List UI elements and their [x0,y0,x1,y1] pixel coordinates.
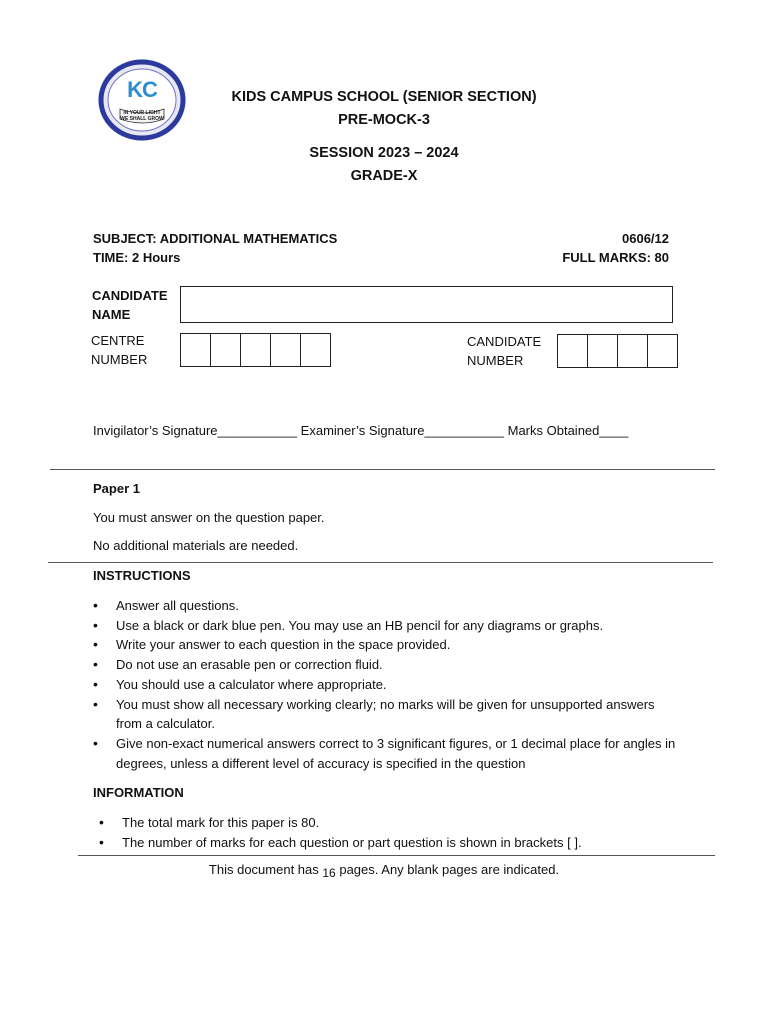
logo-motto-line1: IN YOUR LIGHT [123,110,161,116]
centre-number-cell[interactable] [211,334,241,366]
logo-motto-line2: WE SHALL GROW [120,116,164,122]
subject: SUBJECT: ADDITIONAL MATHEMATICS [93,231,338,246]
centre-number-label [91,331,147,369]
signature-line: Invigilator’s Signature___________ Examiner’s Signature___________ Marks Obtained____ [93,423,629,438]
page-count-prefix: This document has [208,862,323,877]
instructions-heading: INSTRUCTIONS [93,568,191,583]
instruction-item: • You must show all necessary working clearly; no marks will be given for unsupported answers from a calculator. [93,695,683,734]
instruction-item: • Give non-exact numerical answers correct to 3 significant figures, or 1 decimal place for angles in degrees, unless a different level of accuracy is specified in the question [93,734,683,773]
candidate-number-cell[interactable] [558,335,588,367]
candidate-number-cell[interactable] [618,335,648,367]
information-item: • The total mark for this paper is 80. [99,813,699,833]
candidate-name-field[interactable] [180,286,673,323]
divider-top [50,469,715,470]
page-count-note [0,862,768,880]
paper-code: 0606/12 [622,231,669,246]
centre-number-label-line1: CENTRE [91,333,145,348]
time-allowed: TIME: 2 Hours [93,250,181,265]
session: SESSION 2023 – 2024 [309,145,459,161]
candidate-name-label-line1: CANDIDATE [92,288,168,303]
centre-number-cell[interactable] [181,334,211,366]
candidate-name-label [92,286,168,324]
centre-number-boxes [180,333,331,367]
instruction-item: • Write your answer to each question in the space provided. [93,635,683,655]
page-count-number: 16 [322,866,336,880]
page-count-suffix: pages. Any blank pages are indicated. [335,862,560,877]
paper-title: Paper 1 [93,481,140,496]
information-list [99,813,699,852]
grade: GRADE-X [350,168,418,184]
instructions-list [93,596,683,773]
divider-middle [48,562,713,563]
paper-line-1: You must answer on the question paper. [93,510,325,525]
centre-number-label-line2: NUMBER [91,352,148,367]
candidate-number-cell[interactable] [588,335,618,367]
school-name: KIDS CAMPUS SCHOOL (SENIOR SECTION) [231,89,537,105]
instruction-item: • Answer all questions. [93,596,683,616]
instruction-item: • You should use a calculator where appropriate. [93,675,683,695]
full-marks: FULL MARKS: 80 [562,250,669,265]
exam-title: PRE-MOCK-3 [338,112,430,128]
centre-number-cell[interactable] [241,334,271,366]
information-heading: INFORMATION [93,785,184,800]
candidate-number-cell[interactable] [648,335,677,367]
logo-initials: KC [127,77,157,102]
divider-bottom [78,855,715,856]
candidate-number-boxes [557,334,678,368]
information-item: • The number of marks for each question or part question is shown in brackets [ ]. [99,833,699,853]
candidate-number-label-line1: CANDIDATE [467,334,542,349]
paper-line-2: No additional materials are needed. [93,538,299,553]
candidate-number-label-line2: NUMBER [467,353,524,368]
centre-number-cell[interactable] [301,334,330,366]
instruction-item: • Use a black or dark blue pen. You may use an HB pencil for any diagrams or graphs. [93,616,683,636]
candidate-number-label [467,332,541,370]
instruction-item: • Do not use an erasable pen or correction fluid. [93,655,683,675]
candidate-name-label-line2: NAME [92,307,131,322]
centre-number-cell[interactable] [271,334,301,366]
